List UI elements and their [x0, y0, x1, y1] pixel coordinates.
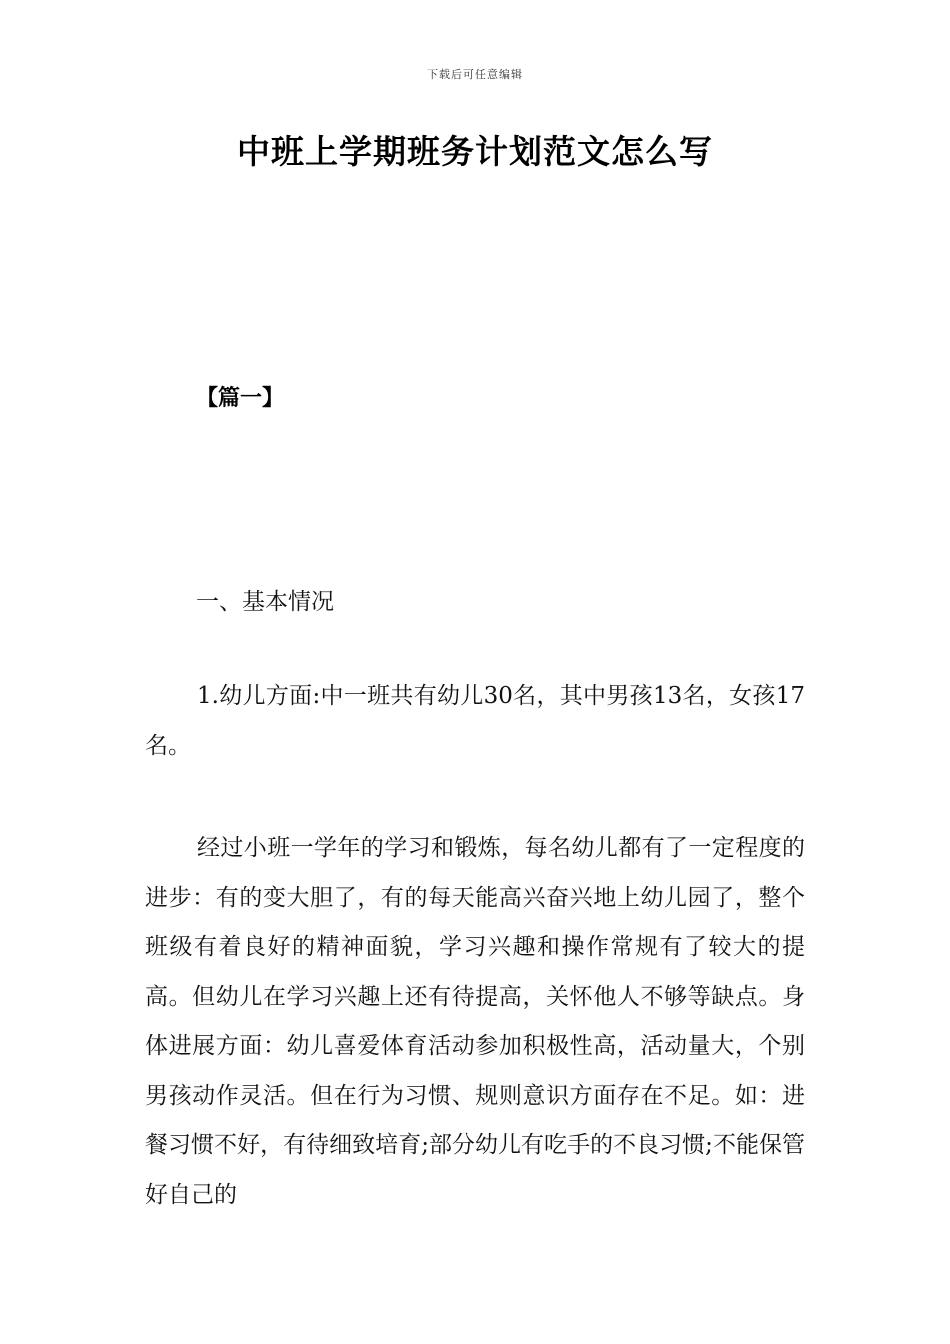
paragraph-progress-summary: 经过小班一学年的学习和锻炼，每名幼儿都有了一定程度的进步：有的变大胆了，有的每天能高兴奋兴地上幼儿园了，整个班级有着良好的精神面貌，学习兴趣和操作常规有了较大的提高。但幼儿在学习兴趣上还有待提高，关怀他人不够等缺点。身体进展方面：幼儿喜爱体育活动参加积极性高，活动量大，个别男孩动作灵活。但在行为习惯、规则意识方面存在不足。如：进餐习惯不好，有待细致培育;部分幼儿有吃手的不良习惯;不能保管好自己的 — [145, 835, 805, 1208]
paragraph-children-count: 1.幼儿方面:中一班共有幼儿30名，其中男孩13名，女孩17名。 — [145, 683, 805, 759]
page-title: 中班上学期班务计划范文怎么写 — [237, 132, 713, 171]
header-note: 下载后可任意编辑 — [427, 68, 523, 81]
section-label: 【篇一】 — [196, 385, 285, 411]
section-heading: 一、基本情况 — [196, 589, 334, 615]
